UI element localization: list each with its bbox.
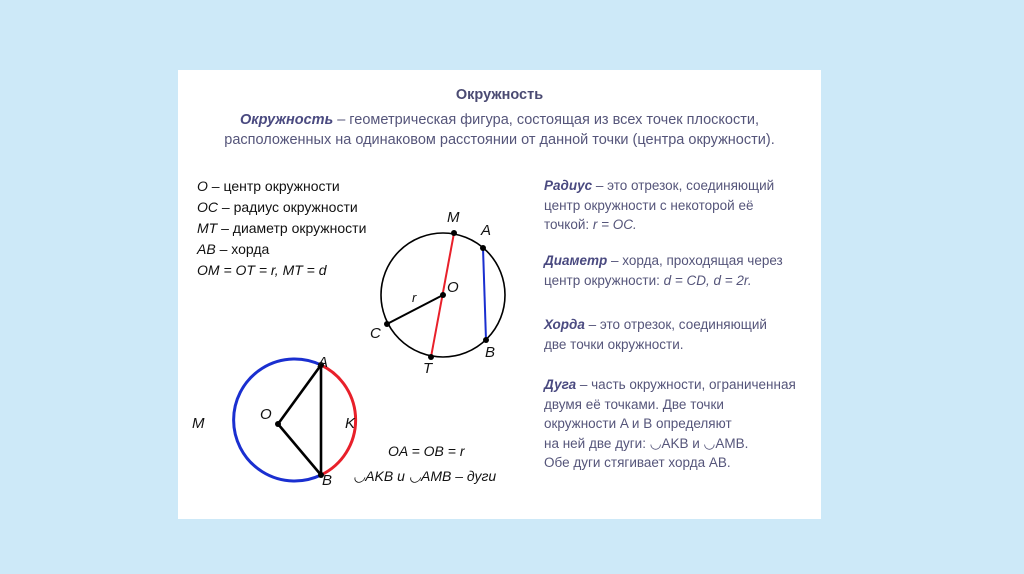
label-o-2: O	[260, 406, 272, 423]
point-a	[480, 245, 486, 251]
label-a: A	[481, 222, 492, 239]
point-m	[451, 230, 457, 236]
label-m: M	[447, 209, 460, 226]
label-k-2: K	[345, 415, 356, 432]
point-o-2	[275, 421, 281, 427]
arc-definition: Дуга – часть окружности, ограниченная двумя её точками. Две точки окружности A и B определяют на ней две дуги: ◡AKB и ◡AMB. Обе дуги стягивает хорда AB.	[544, 377, 796, 470]
label-t: T	[423, 360, 433, 377]
label-r: r	[412, 290, 417, 305]
chord-definition: Хорда – это отрезок, соединяющий две точки окружности.	[544, 317, 767, 352]
point-c	[384, 321, 390, 327]
arc-amb	[234, 359, 321, 481]
label-c: C	[370, 325, 381, 342]
radius-ob	[278, 424, 321, 475]
point-o	[440, 292, 446, 298]
label-a-2: A	[318, 354, 329, 371]
legend-item-equation: OM = OT = r, MT = d	[197, 262, 327, 278]
chord-ab	[483, 248, 486, 340]
slide-title: Окружность	[455, 87, 544, 103]
label-m-2: M	[192, 415, 205, 432]
radius-term: Радиус	[544, 178, 593, 193]
definition-line-2: расположенных на одинаковом расстоянии от данной точки (центра окружности).	[224, 132, 775, 148]
legend-item-diameter: MT – диаметр окружности	[197, 220, 367, 236]
legend-item-radius: OC – радиус окружности	[197, 199, 358, 215]
label-b: B	[485, 344, 496, 361]
label-o: O	[447, 279, 459, 296]
radius-definition: Радиус – это отрезок, соединяющий центр окружности с некоторой её точкой: r = OC.	[544, 178, 775, 232]
point-b	[483, 337, 489, 343]
label-b-2: B	[322, 472, 333, 489]
diameter-definition: Диаметр – хорда, проходящая через центр окружности: d = CD, d = 2r.	[544, 253, 783, 288]
radius-oa	[278, 365, 321, 424]
chord-term: Хорда	[544, 317, 585, 332]
definition-term: Окружность	[239, 112, 334, 128]
slide	[178, 70, 821, 519]
legend-item-center: O – центр окружности	[197, 178, 340, 194]
diameter-term: Диаметр	[544, 253, 608, 268]
definition-text-1: – геометрическая фигура, состоящая из всех точек плоскости,	[333, 112, 760, 128]
formula-radii: OA = OB = r	[388, 443, 465, 459]
arcs-caption: ◡AKB и ◡AMB – дуги	[353, 468, 497, 484]
legend-item-chord: AB – хорда	[197, 241, 270, 257]
arc-term: Дуга	[544, 377, 577, 392]
